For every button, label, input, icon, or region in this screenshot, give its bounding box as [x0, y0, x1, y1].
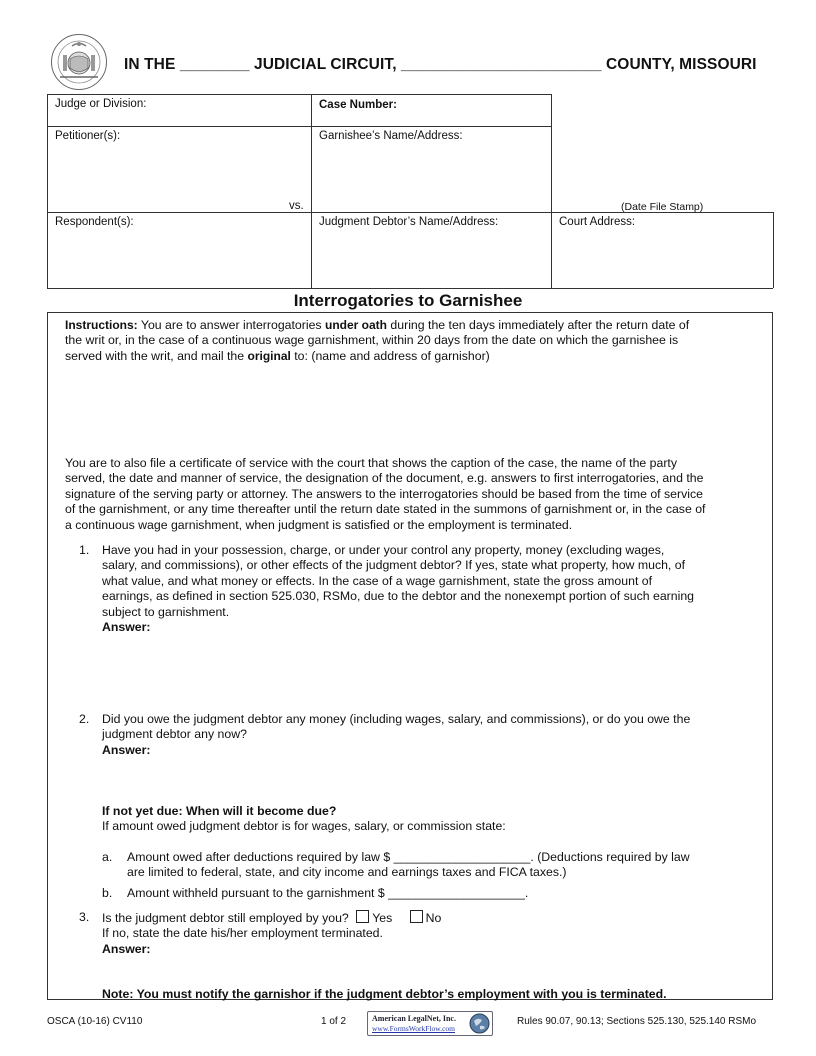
instructions-line-3a: served with the writ, and mail the	[65, 348, 245, 363]
respondent-label: Respondent(s):	[55, 216, 134, 228]
logo-url: www.FormsWorkFlow.com	[372, 1024, 456, 1033]
not-yet-due-label: If not yet due: When will it become due?	[102, 804, 337, 818]
petitioner-label: Petitioner(s):	[55, 130, 121, 142]
garnishee-label: Garnishee’s Name/Address:	[319, 130, 463, 142]
american-legalnet-logo	[367, 1011, 493, 1036]
question-1-line: what value, and what money or effects. In the case of a wage garnishment, state the gross amount of	[102, 573, 653, 588]
yes-checkbox[interactable]	[356, 910, 369, 923]
vs-label: vs.	[289, 200, 304, 212]
question-1	[102, 543, 762, 635]
court-address-label: Court Address:	[559, 216, 636, 228]
instructions-paragraph	[65, 318, 765, 364]
item-b-label: b.	[102, 886, 113, 900]
wage-amount-instruction: If amount owed judgment debtor is for wages, salary, or commission state:	[102, 819, 506, 833]
question-1-answer-label: Answer:	[102, 620, 151, 635]
yes-label: Yes	[372, 911, 393, 925]
form-title: Interrogatories to Garnishee	[293, 291, 523, 310]
instructions-text-1: You are to answer interrogatories	[140, 318, 322, 332]
missouri-state-seal-icon	[50, 33, 108, 91]
globe-icon	[469, 1013, 490, 1039]
question-2-answer-label: Answer:	[102, 742, 151, 757]
question-1-number: 1.	[79, 543, 90, 557]
item-a-line-2: are limited to federal, state, and city income and earnings taxes and FICA taxes.)	[127, 865, 567, 880]
judge-division-label: Judge or Division:	[55, 98, 147, 110]
item-a	[127, 850, 767, 881]
no-label: No	[425, 911, 442, 925]
certificate-line: of the garnishment, or any time thereafter until the return date stated in the summons of garnishment or, in the case of	[65, 502, 706, 517]
instructions-line-3b: to: (name and address of garnishor)	[294, 348, 490, 363]
under-oath-text: under oath	[325, 318, 387, 332]
question-3-text: Is the judgment debtor still employed by you?	[102, 911, 349, 925]
certificate-line: a continuous wage garnishment, when judgment is satisfied or the employment is terminated.	[65, 517, 573, 532]
question-2-line: judgment debtor any now?	[102, 727, 247, 742]
question-3-answer-label: Answer:	[102, 941, 151, 956]
question-2-number: 2.	[79, 712, 90, 726]
question-2	[102, 712, 762, 758]
certificate-line: signature of the serving party or attorney. The answers to the interrogatories should be based from the time of service	[65, 486, 703, 501]
original-text: original	[247, 348, 291, 363]
question-3	[102, 910, 762, 957]
instructions-text-2: during the ten days immediately after the return date of	[390, 318, 690, 332]
date-file-stamp-label: (Date File Stamp)	[621, 201, 704, 213]
logo-company-name: American LegalNet, Inc.	[372, 1014, 456, 1023]
case-number-label: Case Number:	[319, 99, 397, 111]
item-b-line: Amount withheld pursuant to the garnishment $ ____________________.	[127, 886, 529, 900]
question-3-line-2: If no, state the date his/her employment terminated.	[102, 926, 383, 941]
court-heading: IN THE ________ JUDICIAL CIRCUIT, _______________________ COUNTY, MISSOURI	[124, 56, 757, 73]
form-id: OSCA (10-16) CV110	[47, 1016, 143, 1027]
item-a-label: a.	[102, 850, 113, 864]
instructions-label: Instructions:	[65, 318, 138, 332]
instructions-line-2: the writ or, in the case of a continuous wage garnishment, within 20 days from the date on which the garnishee is	[65, 333, 679, 348]
rules-citation: Rules 90.07, 90.13; Sections 525.130, 525.140 RSMo	[517, 1016, 757, 1027]
certificate-paragraph	[65, 456, 770, 533]
item-a-line-1: Amount owed after deductions required by law $ ____________________. (Deductions required by law	[127, 850, 690, 864]
question-2-line: Did you owe the judgment debtor any money (including wages, salary, and commissions), or do you owe the	[102, 712, 691, 726]
question-3-number: 3.	[79, 910, 90, 924]
question-1-line: Have you had in your possession, charge, or under your control any property, money (excluding wages,	[102, 543, 665, 557]
certificate-line: You are to also file a certificate of service with the court that shows the caption of the case, the name of the party	[65, 456, 677, 470]
certificate-line: served, the date and manner of service, the designation of the document, e.g. answers to first interrogatories, and the	[65, 471, 704, 486]
judgment-debtor-label: Judgment Debtor’s Name/Address:	[319, 216, 499, 228]
question-1-line: salary, and commissions), or other effects of the judgment debtor? If yes, state what property, how much, of	[102, 558, 686, 573]
question-1-line: subject to garnishment.	[102, 604, 230, 619]
page-number: 1 of 2	[321, 1016, 347, 1027]
no-checkbox[interactable]	[410, 910, 423, 923]
question-1-line: earnings, as defined in section 525.030, RSMo, due to the debtor and the nonexempt portion of such earning	[102, 589, 695, 604]
termination-note: Note: You must notify the garnishor if the judgment debtor’s employment with you is terminated.	[102, 987, 667, 1001]
